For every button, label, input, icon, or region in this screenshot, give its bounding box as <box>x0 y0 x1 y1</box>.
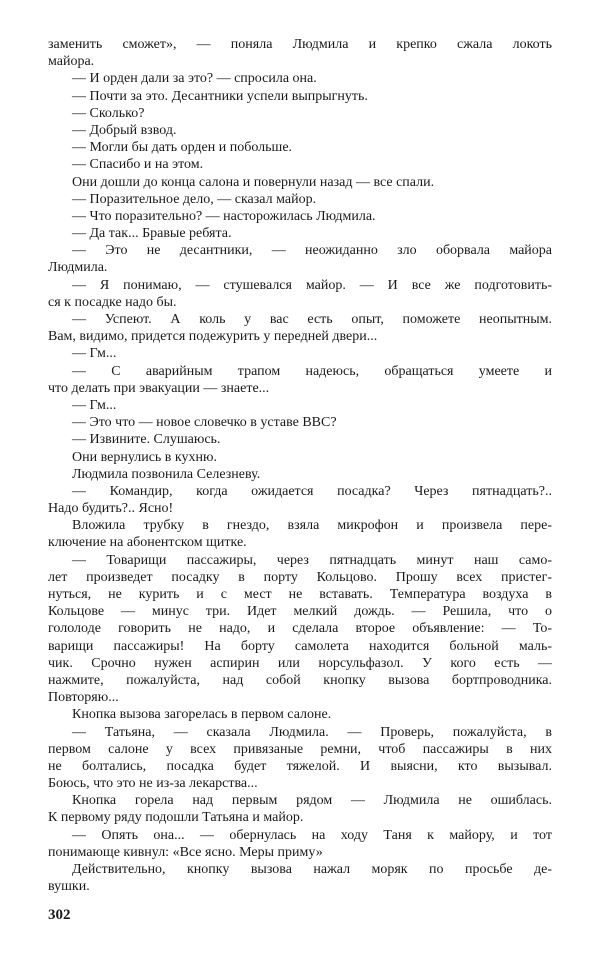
text-line: Вложила трубку в гнездо, взяла микрофон и произвела пере- <box>72 518 552 534</box>
text-line: — И орден дали за это? — спросила она. <box>72 71 317 87</box>
text-line: — Гм... <box>72 397 117 413</box>
text-line: — Добрый взвод. <box>72 122 177 138</box>
text-line: заменить сможет», — поняла Людмила и крепко сжала локоть <box>48 37 552 52</box>
text-line: — С аварийным трапом надеюсь, обращаться умеете и <box>72 363 552 379</box>
text-line: варищи пассажиры! На борту самолета находится больной маль- <box>48 638 552 654</box>
text-line: ключение на абонентском щитке. <box>48 535 247 551</box>
text-line: что делать при эвакуации — знаете... <box>48 380 270 396</box>
text-line: — Да так... Бравые ребята. <box>72 226 232 242</box>
text-line: первом салоне у всех привязаные ремни, чтоб пассажиры в них <box>48 741 552 757</box>
text-line: Надо будить?.. Ясно! <box>48 501 174 517</box>
text-line: — Опять она... — обернулась на ходу Таня к майору, и тот <box>72 827 552 843</box>
text-line: лет произведет посадку в порту Кольцово. Прошу всех пристег- <box>48 569 552 585</box>
text-line: нажмите, пожалуйста, над собой кнопку вызова бортпроводника. <box>48 672 552 688</box>
text-line: Они дошли до конца салона и повернули назад — все спали. <box>72 174 435 190</box>
text-line: — Это не десантники, — неожиданно зло оборвала майора <box>72 243 552 259</box>
text-line: Повторяю... <box>48 690 119 706</box>
text-line: — Извините. Слушаюсь. <box>72 432 221 448</box>
text-line: — Это что — новое словечко в уставе ВВС? <box>72 415 337 431</box>
text-line: Они вернулись в кухню. <box>72 449 217 465</box>
text-line: майора. <box>48 54 95 70</box>
text-line: К первому ряду подошли Татьяна и майор. <box>48 810 304 826</box>
text-line: — Успеют. А коль у вас есть опыт, поможете неопытным. <box>72 312 552 327</box>
text-line: Вам, видимо, придется подежурить у передней двери... <box>48 329 378 345</box>
text-line: Людмила. <box>48 260 108 276</box>
text-line: вушки. <box>48 879 90 895</box>
text-line: — Что поразительно? — насторожилась Людмила. <box>72 208 376 224</box>
book-page-text <box>48 36 552 931</box>
text-line: Кнопка вызова загорелась в первом салоне. <box>72 707 332 723</box>
text-line: Людмила позвонила Селезневу. <box>72 466 261 482</box>
text-line: Кольцове — минус три. Идет мелкий дождь. — Решила, что о <box>48 604 552 620</box>
text-line: — Командир, когда ожидается посадка? Через пятнадцать?.. <box>72 483 552 499</box>
text-line: чик. Срочно нужен аспирин или норсульфазол. У кого есть — <box>48 655 552 671</box>
text-line: ся к посадке надо бы. <box>48 294 177 310</box>
text-line: — Гм... <box>72 346 117 362</box>
text-line: нуться, не курить и с мест не вставать. Температура воздуха в <box>48 587 552 602</box>
text-line: — Татьяна, — сказала Людмила. — Проверь, пожалуйста, в <box>72 724 552 740</box>
text-line: — Сколько? <box>72 105 145 121</box>
text-line: — Товарищи пассажиры, через пятнадцать минут наш само- <box>72 552 552 568</box>
text-line: — Могли бы дать орден и побольше. <box>72 140 293 156</box>
text-line: понимающе кивнул: «Все ясно. Меры приму» <box>48 844 323 860</box>
text-line: — Поразительное дело, — сказал майор. <box>72 191 317 207</box>
text-line: — Почти за это. Десантники успели выпрыгнуть. <box>72 88 368 104</box>
text-line: — Спасибо и на этом. <box>72 157 204 173</box>
text-line: Боюсь, что это не из-за лекарства... <box>48 776 258 792</box>
text-line: Кнопка горела над первым рядом — Людмила не ошиблась. <box>72 793 552 809</box>
page-number: 302 <box>48 907 71 923</box>
text-line: гололоде говорить не надо, и сделала второе объявление: — То- <box>48 621 552 637</box>
text-line: не болтались, посадка будет тяжелой. И выясни, кто вызывал. <box>48 758 552 774</box>
text-line: — Я понимаю, — стушевался майор. — И все же подготовить- <box>72 277 552 293</box>
text-line: Действительно, кнопку вызова нажал моряк по просьбе де- <box>72 862 552 877</box>
